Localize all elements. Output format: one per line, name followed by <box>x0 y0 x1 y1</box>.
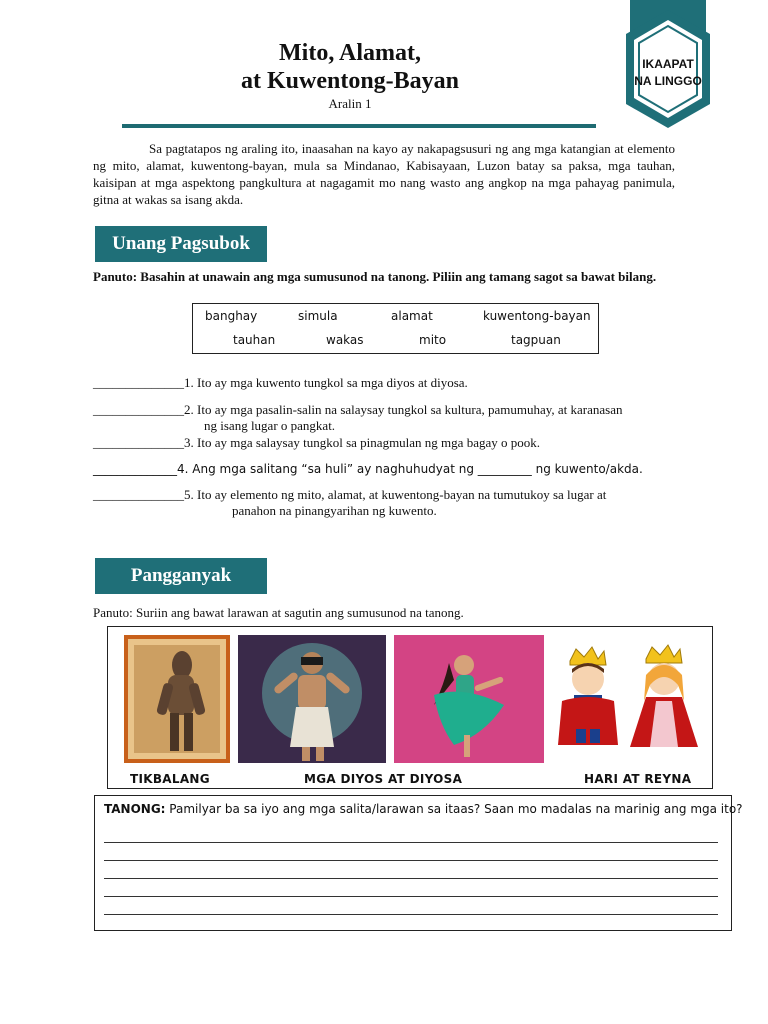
caption-hari-at-reyna: HARI AT REYNA <box>584 772 692 786</box>
intro-paragraph: Sa pagtatapos ng araling ito, inaasahan na kayo ay nakapagsusuri ng ang mga katangian at elemento ng mito, alamat, kuwentong-bayan, mula sa Mindanao, Kabisayaan, Luzon batay sa paksa, mga tauhan, kaisipan at mga aspektong pangkultura at nagagamit mo nang wasto ang angkop na mga pahayag panimula, gitna at wakas sa isang akda. <box>93 141 675 207</box>
page-title-line1: Mito, Alamat, <box>279 40 421 66</box>
king-and-queen-image <box>554 641 704 759</box>
page-title-line2: at Kuwentong-Bayan <box>240 68 460 94</box>
answer-line[interactable] <box>104 914 718 915</box>
tikbalang-image <box>124 635 230 763</box>
word-bank-item: banghay <box>205 309 258 323</box>
word-bank-item: kuwentong-bayan <box>483 309 591 323</box>
picture-panel <box>107 626 713 789</box>
question-1: ______________1. Ito ay mga kuwento tungkol sa mga diyos at diyosa. <box>93 375 468 390</box>
lesson-number: Aralin 1 <box>328 96 372 111</box>
answer-line[interactable] <box>104 878 718 879</box>
question-5-continuation: panahon na pinangyarihan ng kuwento. <box>232 503 437 518</box>
question-3: ______________3. Ito ay mga salaysay tungkol sa pinagmulan ng mga bagay o pook. <box>93 435 540 450</box>
instructions-1: Panuto: Basahin at unawain ang mga sumusunod na tanong. Piliin ang tamang sagot sa bawat bilang. <box>93 269 657 284</box>
answer-line[interactable] <box>104 860 718 861</box>
section-title-unang-pagsubok: Unang Pagsubok <box>95 226 267 262</box>
word-bank-item: mito <box>419 333 447 347</box>
word-bank-item: tauhan <box>233 333 276 347</box>
question-2-continuation: ng isang lugar o pangkat. <box>204 418 336 433</box>
word-bank-item: simula <box>298 309 338 323</box>
title-divider <box>122 124 596 128</box>
word-bank-item: tagpuan <box>511 333 561 347</box>
goddess-image <box>394 635 544 763</box>
god-image <box>238 635 386 763</box>
badge-line1: IKAAPAT <box>642 57 694 71</box>
section-title-pangganyak: Pangganyak <box>95 558 267 594</box>
answer-line[interactable] <box>104 842 718 843</box>
question-2: ______________2. Ito ay mga pasalin-salin na salaysay tungkol sa kultura, pamumuhay, at karanasan <box>93 402 623 417</box>
answer-line[interactable] <box>104 896 718 897</box>
caption-tikbalang: TIKBALANG <box>130 772 210 786</box>
word-bank-item: wakas <box>326 333 364 347</box>
question-5: ______________5. Ito ay elemento ng mito, alamat, at kuwentong-bayan na tumutukoy sa lugar at <box>93 487 607 502</box>
question-4: ______________4. Ang mga salitang “sa huli” ay naghuhudyat ng _________ ng kuwento/akda. <box>93 462 643 476</box>
word-bank <box>192 303 599 354</box>
question-label: TANONG: <box>104 802 166 816</box>
instructions-2: Panuto: Suriin ang bawat larawan at sagutin ang sumusunod na tanong. <box>93 605 464 620</box>
word-bank-item: alamat <box>391 309 433 323</box>
question-text: Pamilyar ba sa iyo ang mga salita/larawan sa itaas? Saan mo madalas na marinig ang mga ito? <box>165 802 743 816</box>
caption-mga-diyos: MGA DIYOS AT DIYOSA <box>304 772 463 786</box>
question-prompt <box>104 802 743 816</box>
badge-line2: NA LINGGO <box>634 74 702 88</box>
